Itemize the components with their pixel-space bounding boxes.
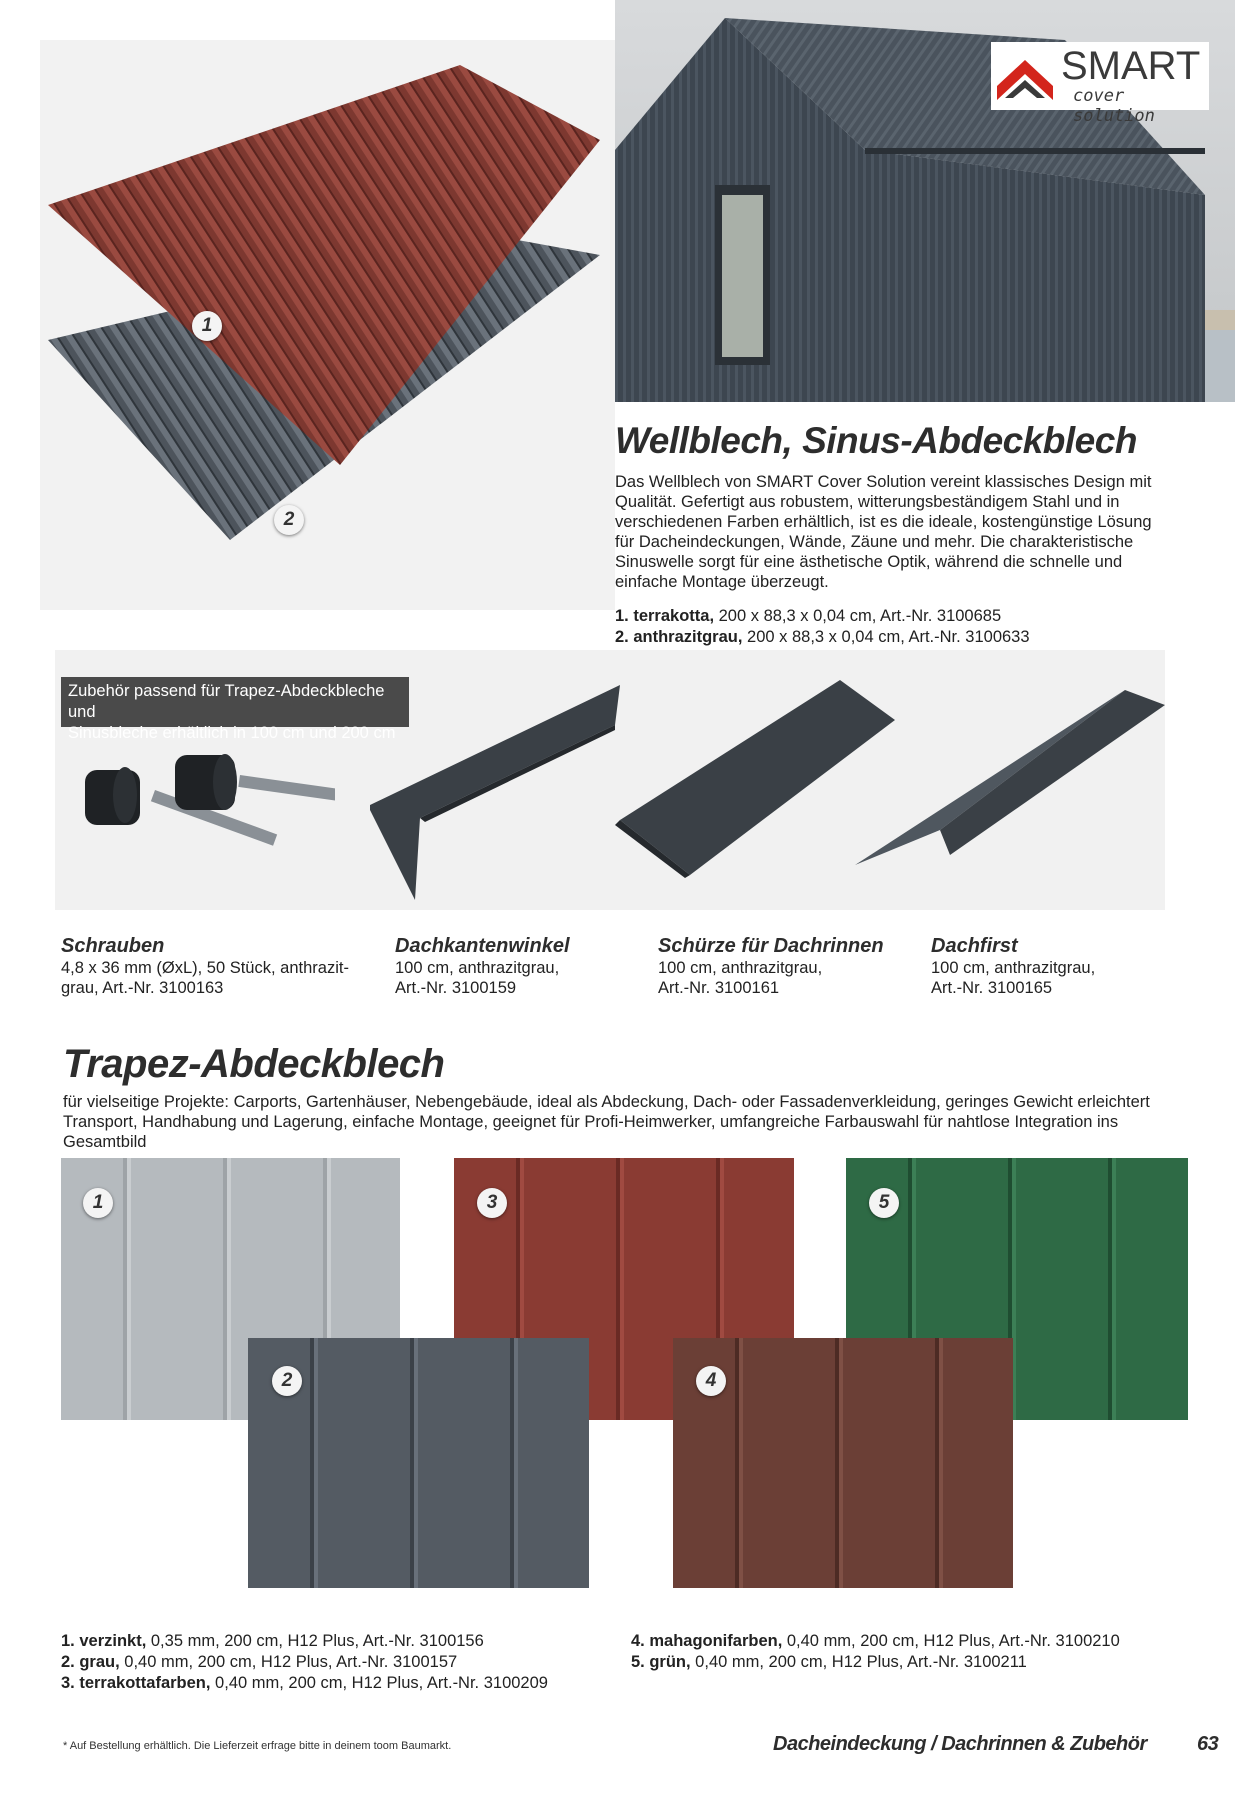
panel-badge-3: 3	[477, 1188, 507, 1218]
footer-note: * Auf Bestellung erhältlich. Die Lieferzeit erfrage bitte in deinem toom Baumarkt.	[63, 1740, 452, 1752]
trapez-item-1: 1. verzinkt, 0,35 mm, 200 cm, H12 Plus, Art.-Nr. 3100156	[61, 1632, 484, 1650]
trapez-item-5: 5. grün, 0,40 mm, 200 cm, H12 Plus, Art.-Nr. 3100211	[631, 1653, 1027, 1671]
smart-logo	[991, 42, 1209, 126]
panel-badge-2: 2	[272, 1366, 302, 1396]
variant-2-detail: 200 x 88,3 x 0,04 cm, Art.-Nr. 3100633	[742, 628, 1030, 646]
footer-section: Dacheindeckung / Dachrinnen & Zubehör	[773, 1733, 1147, 1755]
variant-badge-1: 1	[192, 311, 222, 341]
screws-image	[65, 750, 335, 870]
trapez-item-2: 2. grau, 0,40 mm, 200 cm, H12 Plus, Art.-Nr. 3100157	[61, 1653, 458, 1671]
wellblech-description: Das Wellblech von SMART Cover Solution vereint klassisches Design mit Qualität. Gefertigt aus robustem, witterungsbeständigem Stahl und in verschiedenen Farben erhältlich, ist es die ideale, kostengünstige Lösung für Dacheindeckungen, Wände, Zäune und mehr. Die charakteristische Sinuswelle sorgt für eine ästhetische Optik, während die schnelle und einfache Montage überzeugt.	[615, 473, 1152, 591]
variant-1-detail: 200 x 88,3 x 0,04 cm, Art.-Nr. 3100685	[714, 607, 1002, 625]
trapez-item-3: 3. terrakottafarben, 0,40 mm, 200 cm, H12 Plus, Art.-Nr. 3100209	[61, 1674, 548, 1692]
wellblech-variant-1	[615, 606, 1001, 626]
accessory-schuerze	[658, 935, 918, 998]
dachfirst-line-2: Art.-Nr. 3100165	[931, 979, 1053, 997]
panel-badge-1: 1	[83, 1188, 113, 1218]
variant-badge-2: 2	[274, 505, 304, 535]
wellblech-product-image	[40, 40, 615, 610]
dachkantenwinkel-image	[365, 680, 625, 910]
accessory-dachfirst	[931, 935, 1171, 998]
banner-line-2: Sinusbleche erhältlich in 100 cm und 200 cm	[68, 724, 396, 742]
dachkantenwinkel-title: Dachkantenwinkel	[395, 935, 570, 957]
panel-badge-4: 4	[696, 1366, 726, 1396]
variant-1-label: 1. terrakotta,	[615, 607, 715, 625]
schuerze-image	[615, 680, 895, 880]
trapez-title: Trapez-Abdeckblech	[63, 1042, 445, 1086]
accessory-dachkantenwinkel	[395, 935, 635, 998]
dachkantenwinkel-line-1: 100 cm, anthrazitgrau,	[395, 959, 560, 977]
trapez-item-4: 4. mahagonifarben, 0,40 mm, 200 cm, H12 Plus, Art.-Nr. 3100210	[631, 1632, 1120, 1650]
wellblech-title: Wellblech, Sinus-Abdeckblech	[615, 420, 1137, 461]
logo-name: SMART	[1061, 44, 1201, 88]
dachfirst-image	[855, 685, 1165, 875]
variant-2-label: 2. anthrazitgrau,	[615, 628, 743, 646]
schrauben-line-1: 4,8 x 36 mm (ØxL), 50 Stück, anthrazit-	[61, 959, 349, 977]
wellblech-variant-2	[615, 627, 1030, 647]
banner-line-1: Zubehör passend für Trapez-Abdeckbleche und	[68, 682, 385, 721]
schuerze-line-1: 100 cm, anthrazitgrau,	[658, 959, 823, 977]
dachfirst-line-1: 100 cm, anthrazitgrau,	[931, 959, 1096, 977]
schrauben-line-2: grau, Art.-Nr. 3100163	[61, 979, 224, 997]
trapez-list-left	[61, 1631, 548, 1694]
trapez-description: für vielseitige Projekte: Carports, Gartenhäuser, Nebengebäude, ideal als Abdeckung, Dach- oder Fassadenverkleidung, geringes Gewicht erleichtert Transport, Handhabung und Lagerung, einfache Montage, geeignet für Profi-Heimwerker, umfangreiche Farbauswahl für nahtlose Integration ins Gesamtbild	[63, 1093, 1150, 1151]
schuerze-line-2: Art.-Nr. 3100161	[658, 979, 780, 997]
accessory-schrauben	[61, 935, 361, 998]
page-number: 63	[1197, 1733, 1219, 1755]
logo-tagline: cover solution	[1073, 86, 1155, 126]
accessories-banner	[61, 677, 409, 742]
schrauben-title: Schrauben	[61, 935, 165, 957]
logo-roof-icon	[997, 52, 1059, 104]
panel-badge-5: 5	[869, 1188, 899, 1218]
dachfirst-title: Dachfirst	[931, 935, 1018, 957]
schuerze-title: Schürze für Dachrinnen	[658, 935, 884, 957]
trapez-list-right	[631, 1631, 1120, 1673]
dachkantenwinkel-line-2: Art.-Nr. 3100159	[395, 979, 517, 997]
